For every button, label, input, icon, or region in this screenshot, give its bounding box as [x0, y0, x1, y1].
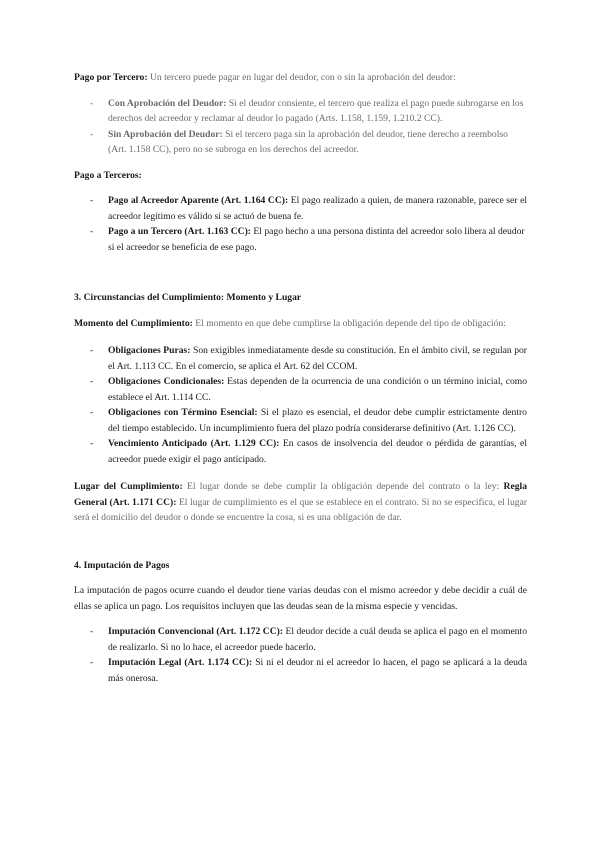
item-title: Imputación Legal (Art. 1.174 CC):: [108, 657, 253, 668]
list-item: [74, 374, 527, 405]
item-text: El deudor decide a cuál deuda se aplica el pago en el momento de realizarlo. Si no lo hace, el acreedor puede hacerlo.: [108, 626, 527, 653]
item-title: Pago a un Tercero (Art. 1.163 CC):: [108, 226, 252, 237]
item-title: Obligaciones con Término Esencial:: [108, 407, 258, 418]
item-title: Sin Aprobación del Deudor:: [108, 128, 223, 140]
item-title: Vencimiento Anticipado (Art. 1.129 CC):: [108, 438, 280, 449]
momento-list: [74, 343, 527, 467]
item-title: Imputación Convencional (Art. 1.172 CC):: [108, 626, 284, 637]
item-text: Estas dependen de la ocurrencia de una condición o un término inicial, como establece el Art. 1.114 CC.: [108, 376, 528, 403]
pago-a-terceros-title: Pago a Terceros:: [74, 169, 142, 181]
bullet-dash: -: [90, 376, 94, 387]
list-item: [74, 127, 527, 158]
list-item: [74, 343, 527, 374]
item-text: Si el deudor consiente, el tercero que realiza el pago puede subrogarse en los derechos del acreedor y reclamar al deudor lo pagado (Arts. 1.158, 1.159, 1.210.2 CC).: [108, 97, 524, 124]
momento-text: El momento en que debe cumplirse la obligación depende del tipo de obligación:: [195, 317, 506, 329]
item-text: Son exigibles inmediatamente desde su constitución. En el ámbito civil, se regulan por el Art. 1.113 CC. En el comercio, se aplica el Art. 62 del CCOM.: [108, 345, 527, 372]
item-text: En casos de insolvencia del deudor o pérdida de garantías, el acreedor puede exigir el pago anticipado.: [108, 438, 527, 465]
pago-a-terceros-list: [74, 193, 527, 255]
item-text: El pago realizado a quien, de manera razonable, parece ser el acreedor legítimo es válido si se actuó de buena fe.: [108, 195, 527, 222]
section-4-heading: 4. Imputación de Pagos: [74, 559, 170, 571]
bullet-dash: -: [90, 407, 94, 418]
lugar-title: Lugar del Cumplimiento:: [74, 481, 183, 492]
pago-por-tercero-list: [74, 96, 527, 158]
item-title: Obligaciones Condicionales:: [108, 376, 225, 387]
imputacion-list: [74, 624, 527, 686]
item-text: El pago hecho a una persona distinta del acreedor solo libera al deudor si el acreedor se beneficia de ese pago.: [108, 226, 525, 253]
list-item: [74, 655, 527, 686]
bullet-dash: -: [90, 345, 94, 356]
bullet-dash: -: [90, 128, 94, 140]
item-text: Si el plazo es esencial, el deudor debe cumplir estrictamente dentro del tiempo establecido. Un incumplimiento fuera del plazo podría considerarse definitivo (Art. 1.126 CC).: [108, 407, 527, 434]
item-title: Obligaciones Puras:: [108, 345, 191, 356]
imputacion-intro: La imputación de pagos ocurre cuando el deudor tiene varias deudas con el mismo acreedor y debe decidir a cuál de ellas se aplica un pago. Los requisitos incluyen que las deudas sean de la misma especie y vencidas.: [74, 585, 527, 612]
bullet-dash: -: [90, 657, 94, 668]
item-text: Si el tercero paga sin la aprobación del deudor, tiene derecho a reembolso (Art. 1.158 CC), pero no se subroga en los derechos del acreedor.: [108, 128, 508, 155]
regla-general-text: El lugar de cumplimiento es el que se establece en el contrato. Si no se especifica, el lugar será el domicilio del deudor o donde se encuentre la cosa, si es una obligación de dar.: [74, 496, 528, 523]
document-body: [74, 70, 527, 686]
item-title: Con Aprobación del Deudor:: [108, 97, 227, 109]
momento-paragraph: [74, 316, 527, 332]
item-text: Si ni el deudor ni el acreedor lo hacen, el pago se aplicará a la deuda más onerosa.: [108, 657, 527, 684]
bullet-dash: -: [90, 195, 94, 206]
lugar-paragraph: [74, 479, 527, 526]
bullet-dash: -: [90, 97, 94, 109]
section-3-heading: 3. Circunstancias del Cumplimiento: Momento y Lugar: [74, 292, 302, 303]
bullet-dash: -: [90, 626, 94, 637]
list-item: [74, 193, 527, 224]
list-item: [74, 436, 527, 467]
list-item: [74, 624, 527, 655]
pago-por-tercero-text: Un tercero puede pagar en lugar del deudor, con o sin la aprobación del deudor:: [149, 72, 456, 83]
lugar-text: El lugar donde se debe cumplir la obligación depende del contrato o la ley:: [186, 481, 500, 492]
list-item: [74, 96, 527, 127]
pago-por-tercero-paragraph: [74, 70, 527, 86]
item-title: Pago al Acreedor Aparente (Art. 1.164 CC):: [108, 195, 289, 206]
bullet-dash: -: [90, 226, 94, 237]
list-item: [74, 405, 527, 436]
momento-title: Momento del Cumplimiento:: [74, 317, 193, 329]
bullet-dash: -: [90, 438, 94, 449]
regla-general-title: Regla General (Art. 1.171 CC):: [74, 481, 527, 508]
list-item: [74, 224, 527, 255]
pago-por-tercero-title: Pago por Tercero:: [74, 72, 148, 83]
